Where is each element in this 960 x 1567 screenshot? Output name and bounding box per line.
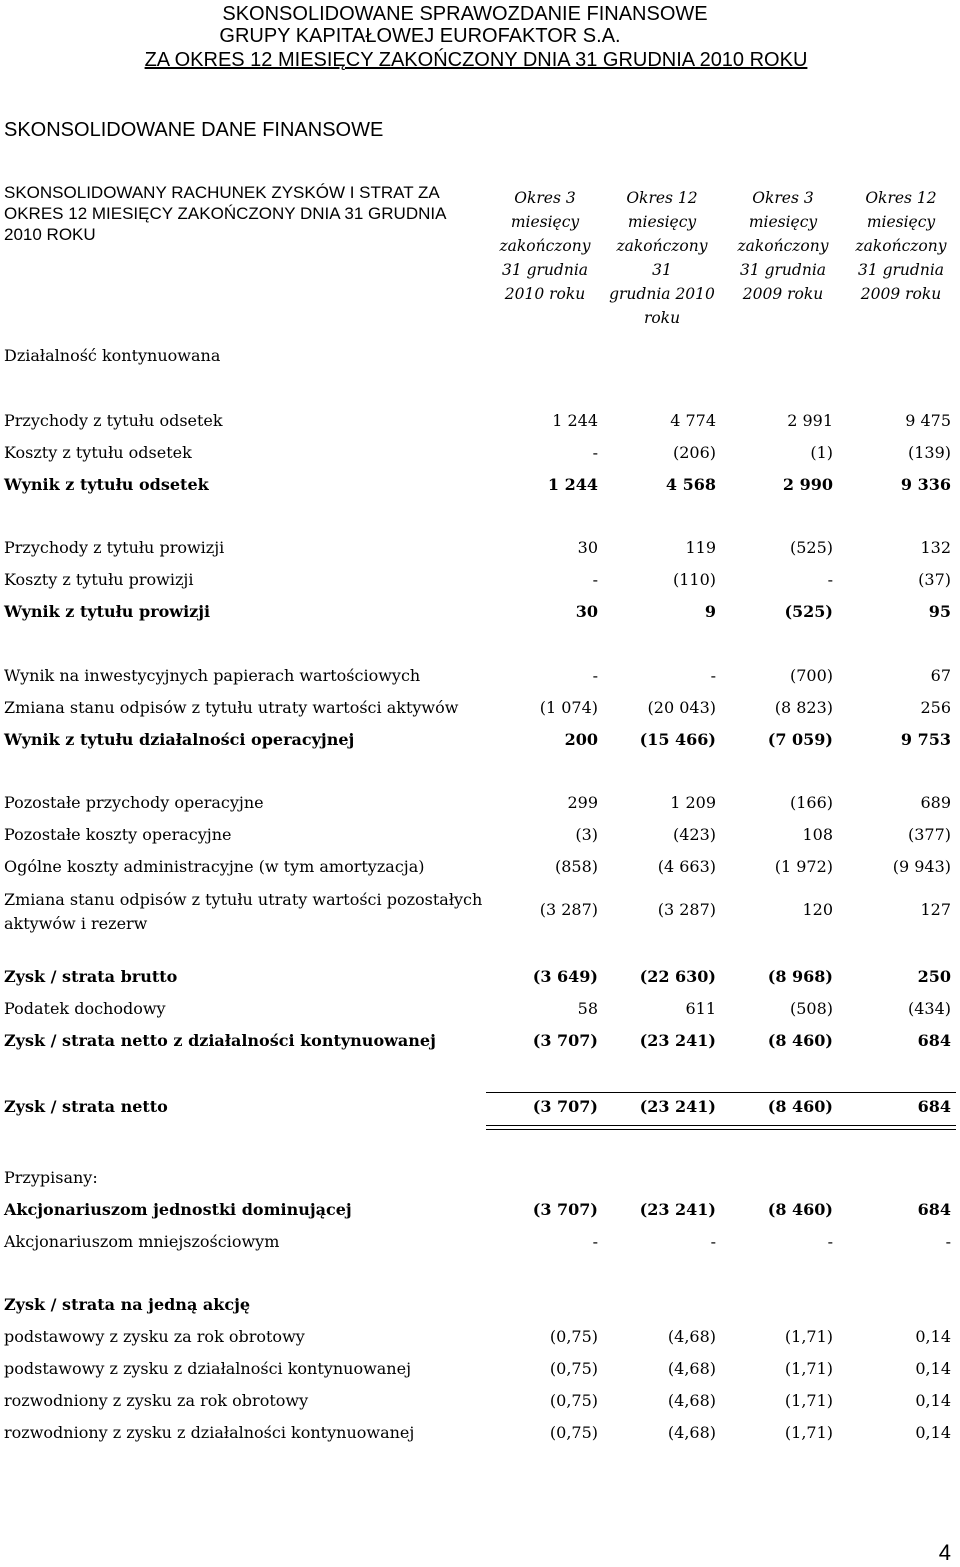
row-label: Zysk / strata brutto: [4, 967, 178, 986]
cell-q4-2010: (3): [575, 825, 598, 844]
cell-fy-2009: 684: [917, 1031, 951, 1050]
row-label: Zysk / strata netto z działalności kontynuowanej: [4, 1031, 436, 1050]
table-row: [0, 1295, 960, 1327]
table-row: [0, 666, 960, 698]
table-row: [0, 1327, 960, 1359]
row-label: rozwodniony z zysku za rok obrotowy: [4, 1391, 309, 1410]
row-label: Podatek dochodowy: [4, 999, 166, 1018]
row-label: Koszty z tytułu prowizji: [4, 570, 194, 589]
row-label: podstawowy z zysku za rok obrotowy: [4, 1327, 305, 1346]
table-row: [0, 443, 960, 475]
cell-q4-2009: (7 059): [767, 730, 833, 749]
row-label: Wynik z tytułu działalności operacyjnej: [4, 730, 355, 749]
cell-fy-2010: 4 774: [670, 411, 716, 430]
cell-fy-2010: (23 241): [639, 1031, 716, 1050]
cell-fy-2010: 611: [685, 999, 716, 1018]
row-label: Przychody z tytułu odsetek: [4, 411, 223, 430]
table-row: [0, 730, 960, 762]
cell-q4-2009: (166): [789, 793, 833, 812]
total-double-rule-1: [486, 1125, 956, 1126]
cell-fy-2009: 689: [920, 793, 951, 812]
row-label: podstawowy z zysku z działalności kontynuowanej: [4, 1359, 412, 1378]
cell-fy-2010: 1 209: [670, 793, 716, 812]
table-row: [0, 475, 960, 507]
cell-fy-2010: (4,68): [667, 1391, 716, 1410]
cell-q4-2010: 200: [564, 730, 598, 749]
table-row: [0, 967, 960, 999]
cell-fy-2010: (4,68): [667, 1327, 716, 1346]
table-row: [0, 1359, 960, 1391]
cell-q4-2010: (1 074): [539, 698, 598, 717]
table-row: [0, 825, 960, 857]
row-label: Pozostałe koszty operacyjne: [4, 825, 232, 844]
table-row: [0, 1391, 960, 1423]
statement-title: SKONSOLIDOWANY RACHUNEK ZYSKÓW I STRAT ZA OKRES 12 MIESIĘCY ZAKOŃCZONY DNIA 31 GRUDNIA 2010 ROKU: [4, 183, 446, 244]
cell-fy-2010: (4,68): [667, 1423, 716, 1442]
cell-q4-2009: (8 460): [767, 1200, 833, 1219]
row-label: Akcjonariuszom jednostki dominującej: [4, 1200, 352, 1219]
cell-fy-2010: (206): [672, 443, 716, 462]
cell-fy-2010: 4 568: [665, 475, 716, 494]
cell-q4-2009: (1 972): [774, 857, 833, 876]
cell-q4-2010: -: [592, 666, 598, 685]
column-header-fy-2010: Okres 12 miesięcy zakończony 31 grudnia 2010 roku: [609, 189, 715, 327]
page-number: 4: [938, 1540, 951, 1565]
table-row: [0, 602, 960, 634]
cell-q4-2010: (3 707): [532, 1097, 598, 1116]
cell-fy-2009: 0,14: [915, 1327, 951, 1346]
row-label: Zysk / strata netto: [4, 1097, 168, 1116]
cell-fy-2010: (110): [672, 570, 716, 589]
cell-fy-2010: 119: [685, 538, 716, 557]
table-row: [0, 1232, 960, 1264]
cell-q4-2010: 1 244: [552, 411, 598, 430]
table-row: [0, 538, 960, 570]
row-label: Wynik z tytułu prowizji: [4, 602, 211, 621]
cell-fy-2010: (23 241): [639, 1200, 716, 1219]
cell-fy-2009: (434): [907, 999, 951, 1018]
row-label: Przypisany:: [4, 1168, 98, 1187]
cell-fy-2009: 684: [917, 1200, 951, 1219]
cell-fy-2009: 9 753: [900, 730, 951, 749]
table-row: [0, 793, 960, 825]
cell-q4-2009: 2 991: [787, 411, 833, 430]
cell-q4-2010: -: [592, 443, 598, 462]
table-row: [0, 570, 960, 602]
cell-q4-2010: -: [592, 1232, 598, 1251]
cell-fy-2010: (20 043): [647, 698, 716, 717]
table-row: [0, 698, 960, 730]
table-row: [0, 857, 960, 889]
cell-q4-2010: (3 287): [539, 900, 598, 919]
cell-q4-2009: 2 990: [782, 475, 833, 494]
row-label: rozwodniony z zysku z działalności kontynuowanej: [4, 1423, 415, 1442]
cell-fy-2010: (3 287): [657, 900, 716, 919]
cell-fy-2010: (15 466): [639, 730, 716, 749]
cell-q4-2010: (0,75): [549, 1423, 598, 1442]
cell-fy-2009: 132: [920, 538, 951, 557]
row-label: Koszty z tytułu odsetek: [4, 443, 192, 462]
cell-fy-2010: -: [710, 1232, 716, 1251]
cell-fy-2010: 9: [704, 602, 716, 621]
cell-fy-2009: -: [945, 1232, 951, 1251]
cell-fy-2009: 127: [920, 900, 951, 919]
cell-q4-2009: (8 968): [767, 967, 833, 986]
row-label: Przychody z tytułu prowizji: [4, 538, 225, 557]
total-double-rule-2: [486, 1129, 956, 1130]
cell-q4-2009: (525): [784, 602, 833, 621]
cell-q4-2009: (1,71): [784, 1327, 833, 1346]
cell-fy-2009: (377): [907, 825, 951, 844]
cell-q4-2010: 1 244: [547, 475, 598, 494]
cell-fy-2009: 684: [917, 1097, 951, 1116]
cell-q4-2009: (525): [789, 538, 833, 557]
cell-fy-2010: -: [710, 666, 716, 685]
cell-q4-2009: 108: [802, 825, 833, 844]
column-header-q4-2010: Okres 3 miesięcy zakończony 31 grudnia 2010 roku: [499, 189, 591, 303]
table-row: [0, 999, 960, 1031]
cell-q4-2009: (8 460): [767, 1097, 833, 1116]
cell-fy-2009: 9 336: [900, 475, 951, 494]
cell-q4-2010: (3 707): [532, 1200, 598, 1219]
cell-q4-2009: (700): [789, 666, 833, 685]
cell-fy-2009: (9 943): [892, 857, 951, 876]
cell-q4-2009: 120: [802, 900, 833, 919]
row-label: Akcjonariuszom mniejszościowym: [4, 1232, 280, 1251]
table-row: [0, 1200, 960, 1232]
row-label: Ogólne koszty administracyjne (w tym amortyzacja): [4, 857, 425, 876]
row-label: Zmiana stanu odpisów z tytułu utraty wartości aktywów: [4, 698, 459, 717]
report-title-line-3: ZA OKRES 12 MIESIĘCY ZAKOŃCZONY DNIA 31 GRUDNIA 2010 ROKU: [144, 49, 808, 71]
total-top-rule: [486, 1092, 956, 1093]
row-label: Działalność kontynuowana: [4, 346, 221, 365]
cell-q4-2009: (8 823): [774, 698, 833, 717]
row-label: Wynik na inwestycyjnych papierach wartościowych: [4, 666, 421, 685]
table-row: [0, 346, 960, 378]
cell-q4-2010: (3 707): [532, 1031, 598, 1050]
cell-q4-2009: -: [827, 570, 833, 589]
cell-q4-2010: 30: [575, 602, 598, 621]
cell-fy-2009: (37): [918, 570, 951, 589]
cell-q4-2009: (1,71): [784, 1423, 833, 1442]
row-label: Pozostałe przychody operacyjne: [4, 793, 264, 812]
cell-fy-2009: 9 475: [905, 411, 951, 430]
cell-q4-2009: (1,71): [784, 1359, 833, 1378]
table-row: [0, 1423, 960, 1455]
cell-q4-2009: -: [827, 1232, 833, 1251]
cell-fy-2009: 256: [920, 698, 951, 717]
cell-q4-2010: (0,75): [549, 1327, 598, 1346]
cell-fy-2010: (423): [672, 825, 716, 844]
column-header-q4-2009: Okres 3 miesięcy zakończony 31 grudnia 2009 roku: [737, 189, 829, 303]
table-row: [0, 1168, 960, 1200]
table-row: [0, 411, 960, 443]
cell-q4-2009: (1,71): [784, 1391, 833, 1410]
cell-q4-2010: -: [592, 570, 598, 589]
cell-q4-2010: (0,75): [549, 1359, 598, 1378]
table-row: [0, 1031, 960, 1063]
cell-q4-2010: 299: [567, 793, 598, 812]
row-label: Zysk / strata na jedną akcję: [4, 1295, 251, 1314]
cell-q4-2010: (0,75): [549, 1391, 598, 1410]
report-title-line-1: SKONSOLIDOWANE SPRAWOZDANIE FINANSOWE: [222, 3, 708, 25]
cell-fy-2009: 250: [917, 967, 951, 986]
cell-fy-2010: (22 630): [639, 967, 716, 986]
row-label: Zmiana stanu odpisów z tytułu utraty wartości pozostałych aktywów i rezerw: [4, 890, 483, 933]
cell-fy-2009: 67: [930, 666, 951, 685]
cell-fy-2010: (4,68): [667, 1359, 716, 1378]
cell-fy-2009: 0,14: [915, 1423, 951, 1442]
row-label: Wynik z tytułu odsetek: [4, 475, 209, 494]
cell-fy-2009: 0,14: [915, 1391, 951, 1410]
cell-q4-2009: (508): [789, 999, 833, 1018]
cell-fy-2010: (23 241): [639, 1097, 716, 1116]
cell-q4-2010: (858): [554, 857, 598, 876]
cell-fy-2009: 0,14: [915, 1359, 951, 1378]
cell-fy-2010: (4 663): [657, 857, 716, 876]
table-row: [0, 888, 960, 940]
cell-q4-2009: (8 460): [767, 1031, 833, 1050]
cell-q4-2009: (1): [810, 443, 833, 462]
report-title-line-2: GRUPY KAPITAŁOWEJ EUROFAKTOR S.A.: [219, 25, 621, 47]
column-header-fy-2009: Okres 12 miesięcy zakończony 31 grudnia 2009 roku: [855, 189, 947, 303]
cell-q4-2010: 30: [577, 538, 598, 557]
cell-q4-2010: 58: [577, 999, 598, 1018]
section-title: SKONSOLIDOWANE DANE FINANSOWE: [4, 119, 384, 141]
cell-fy-2009: (139): [907, 443, 951, 462]
cell-q4-2010: (3 649): [532, 967, 598, 986]
cell-fy-2009: 95: [928, 602, 951, 621]
